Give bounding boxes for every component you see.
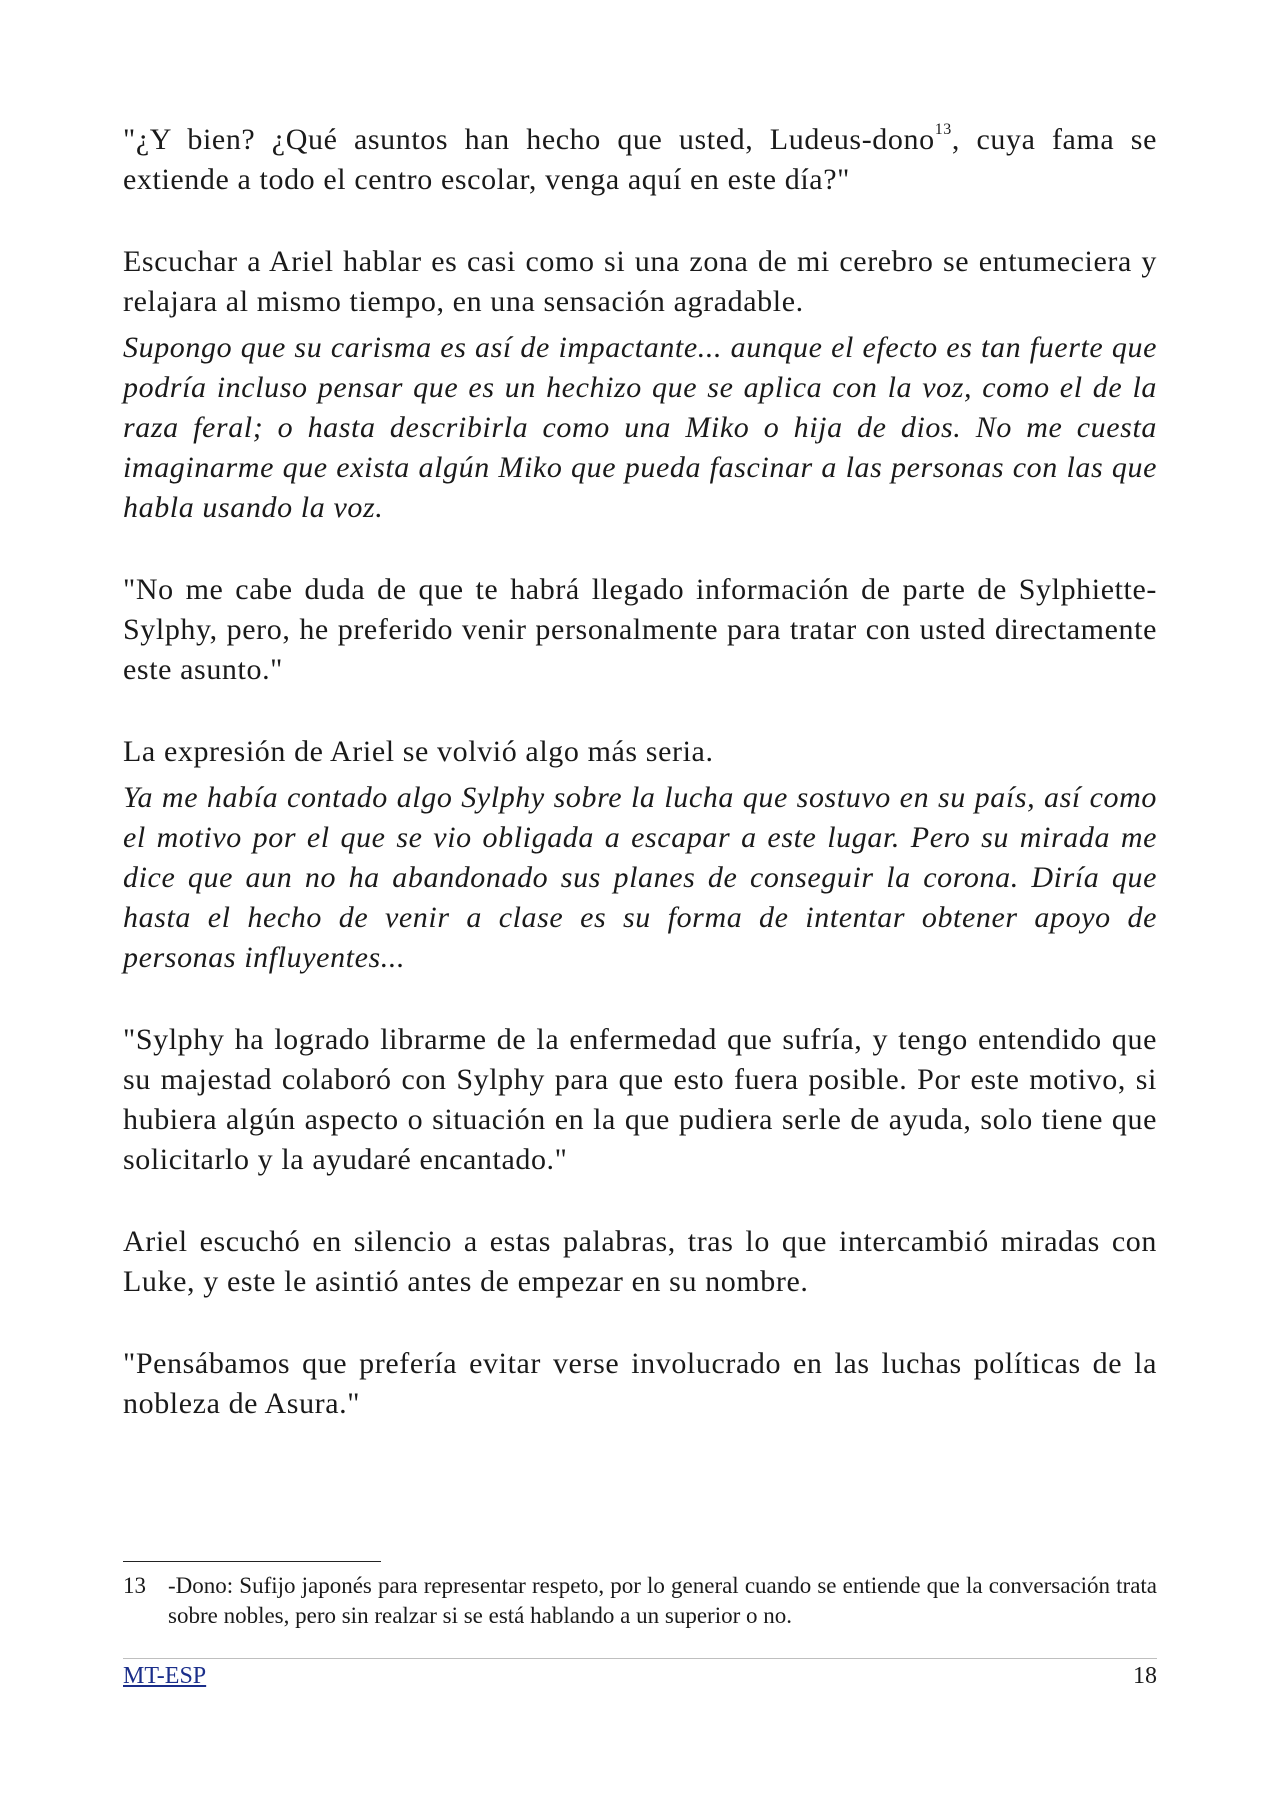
footnote-separator <box>123 1561 381 1562</box>
paragraph-gap <box>123 1180 1157 1222</box>
footnote <box>123 1571 1157 1631</box>
paragraph-dialogue-2: "No me cabe duda de que te habrá llegado información de parte de Sylphiette- Sylphy, pero, he preferido venir personalmente para tratar con usted directamente este asunto." <box>123 573 1157 686</box>
paragraph-dialogue-4: "Pensábamos que prefería evitar verse involucrado en las luchas políticas de la nobleza de Asura." <box>123 1347 1157 1420</box>
footnote-text: -Dono: Sufijo japonés para representar respeto, por lo general cuando se entiende que la conversación trata sobre nobles, pero sin realzar si se está hablando a un superior o no. <box>168 1573 1157 1628</box>
paragraph-gap <box>123 200 1157 242</box>
footer-link[interactable]: MT-ESP <box>123 1663 207 1689</box>
body-text <box>123 120 1157 1424</box>
paragraph-thought-2: Ya me había contado algo Sylphy sobre la lucha que sostuvo en su país, así como el motivo por el que se vio obligada a escapar a este lugar. Pero su mirada me dice que aun no ha abandonado sus planes de conseguir la corona. Diría que hasta el hecho de venir a clase es su forma de intentar obtener apoyo de personas influyentes... <box>123 781 1157 974</box>
paragraph-narration-3: Ariel escuchó en silencio a estas palabras, tras lo que intercambió miradas con Luke, y este le asintió antes de empezar en su nombre. <box>123 1225 1157 1298</box>
paragraph-narration-1: Escuchar a Ariel hablar es casi como si una zona de mi cerebro se entumeciera y relajara al mismo tiempo, en una sensación agradable. <box>123 245 1157 318</box>
paragraph-text: "¿Y bien? ¿Qué asuntos han hecho que usted, Ludeus-dono <box>123 123 935 156</box>
footer-divider <box>123 1658 1157 1659</box>
paragraph-thought-1: Supongo que su carisma es así de impactante... aunque el efecto es tan fuerte que podría incluso pensar que es un hechizo que se aplica con la voz, como el de la raza feral; o hasta describirla como una Miko o hija de dios. No me cuesta imaginarme que exista algún Miko que pueda fascinar a las personas con las que habla usando la voz. <box>123 331 1157 524</box>
footnote-reference[interactable]: 13 <box>934 121 952 138</box>
paragraph-text: , cuya fama se extiende a todo el centro escolar, venga aquí en este día?" <box>123 123 1157 196</box>
page-number: 18 <box>1133 1663 1157 1689</box>
paragraph-dialogue-3: "Sylphy ha logrado librarme de la enfermedad que sufría, y tengo entendido que su majestad colaboró con Sylphy para que esto fuera posible. Por este motivo, si hubiera algún aspecto o situación en la que pudiera serle de ayuda, solo tiene que solicitarlo y la ayudaré encantado." <box>123 1023 1157 1176</box>
footnote-number: 13 <box>123 1573 146 1598</box>
paragraph-gap <box>123 1302 1157 1344</box>
paragraph-gap <box>123 978 1157 1020</box>
paragraph-gap <box>123 690 1157 732</box>
paragraph-dialogue-1 <box>123 120 1157 200</box>
paragraph-narration-2: La expresión de Ariel se volvió algo más seria. <box>123 735 714 768</box>
paragraph-gap <box>123 528 1157 570</box>
